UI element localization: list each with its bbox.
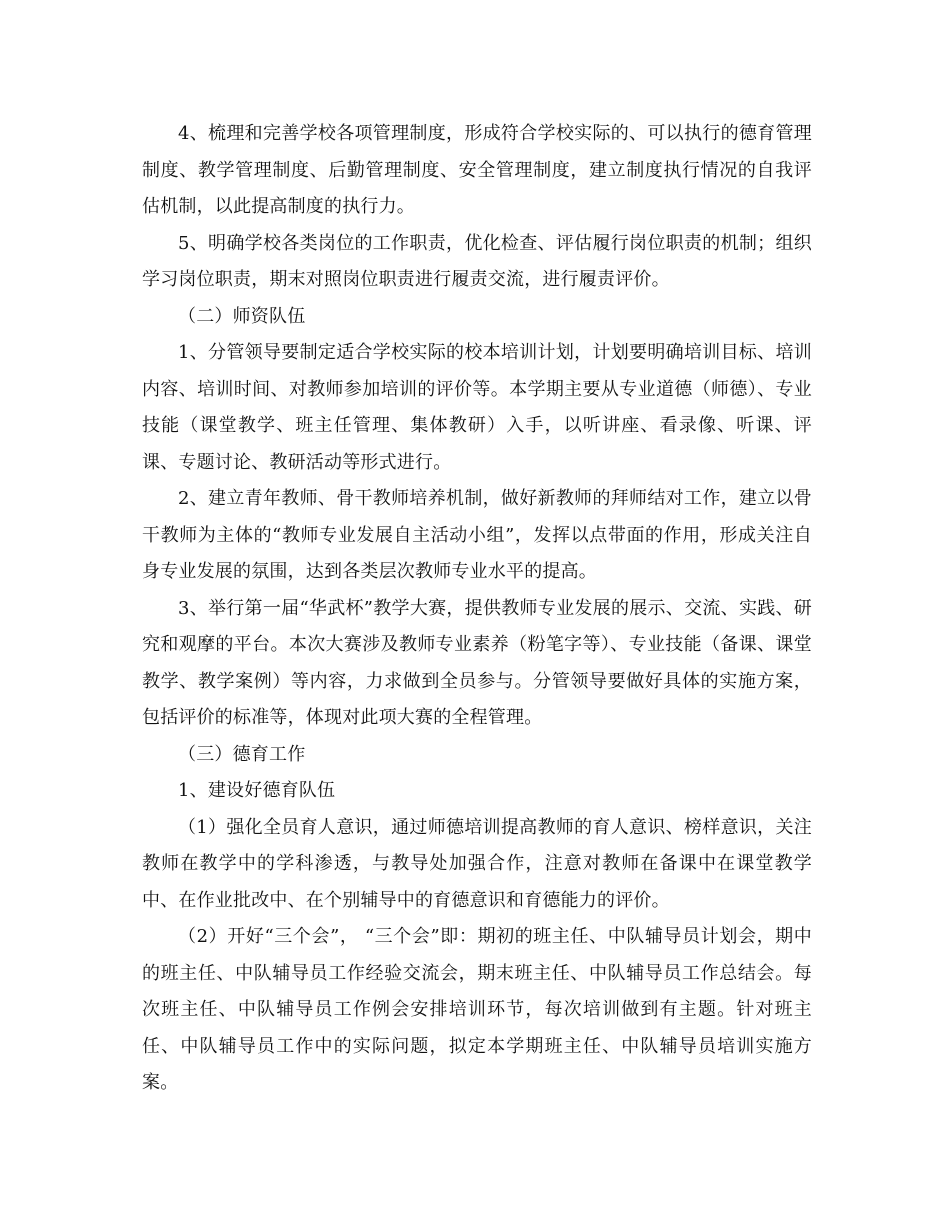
subheading-moral-team: 1、建设好德育队伍 [178,780,336,801]
paragraph-teacher-development: 2、建立青年教师、骨干教师培养机制，做好新教师的拜师结对工作，建立以骨干教师为主体的“教师专业发展自主活动小组”，发挥以点带面的作用，形成关注自身专业发展的氛围，达到各类层次教师专业水平的提高。 [142,488,812,582]
paragraph-management-system: 4、梳理和完善学校各项管理制度，形成符合学校实际的、可以执行的德育管理制度、教学管理制度、后勤管理制度、安全管理制度，建立制度执行情况的自我评估机制，以此提高制度的执行力。 [142,123,812,217]
document-body [142,116,812,1102]
paragraph-whole-staff-education: （1）强化全员育人意识，通过师德培训提高教师的育人意识、榜样意识，关注教师在教学中的学科渗透，与教导处加强合作，注意对教师在备课中在课堂教学中、在作业批改中、在个别辅导中的育德意识和育德能力的评价。 [142,816,812,911]
section-heading-teachers: （二）师资队伍 [178,305,306,327]
paragraph-teaching-contest: 3、举行第一届“华武杯”教学大赛，提供教师专业发展的展示、交流、实践、研究和观摩的平台。本次大赛涉及教师专业素养（粉笔字等）、专业技能（备课、课堂教学、教学案例）等内容，力求做到全员参与。分管领导要做好具体的实施方案，包括评价的标准等，体现对此项大赛的全程管理。 [142,597,812,728]
paragraph-job-duties: 5、明确学校各类岗位的工作职责，优化检查、评估履行岗位职责的机制；组织学习岗位职责，期末对照岗位职责进行履责交流，进行履责评价。 [142,232,812,290]
paragraph-three-meetings: （2）开好“三个会”， “三个会”即：期初的班主任、中队辅导员计划会，期中的班主任、中队辅导员工作经验交流会，期末班主任、中队辅导员工作总结会。每次班主任、中队辅导员工作例会安排培训环节，每次培训做到有主题。针对班主任、中队辅导员工作中的实际问题，拟定本学期班主任、中队辅导员培训实施方案。 [142,926,812,1093]
section-heading-moral-education: （三）德育工作 [178,743,306,765]
paragraph-school-training: 1、分管领导要制定适合学校实际的校本培训计划，计划要明确培训目标、培训内容、培训时间、对教师参加培训的评价等。本学期主要从专业道德（师德）、专业技能（课堂教学、班主任管理、集体教研）入手，以听讲座、看录像、听课、评课、专题讨论、教研活动等形式进行。 [142,342,812,473]
